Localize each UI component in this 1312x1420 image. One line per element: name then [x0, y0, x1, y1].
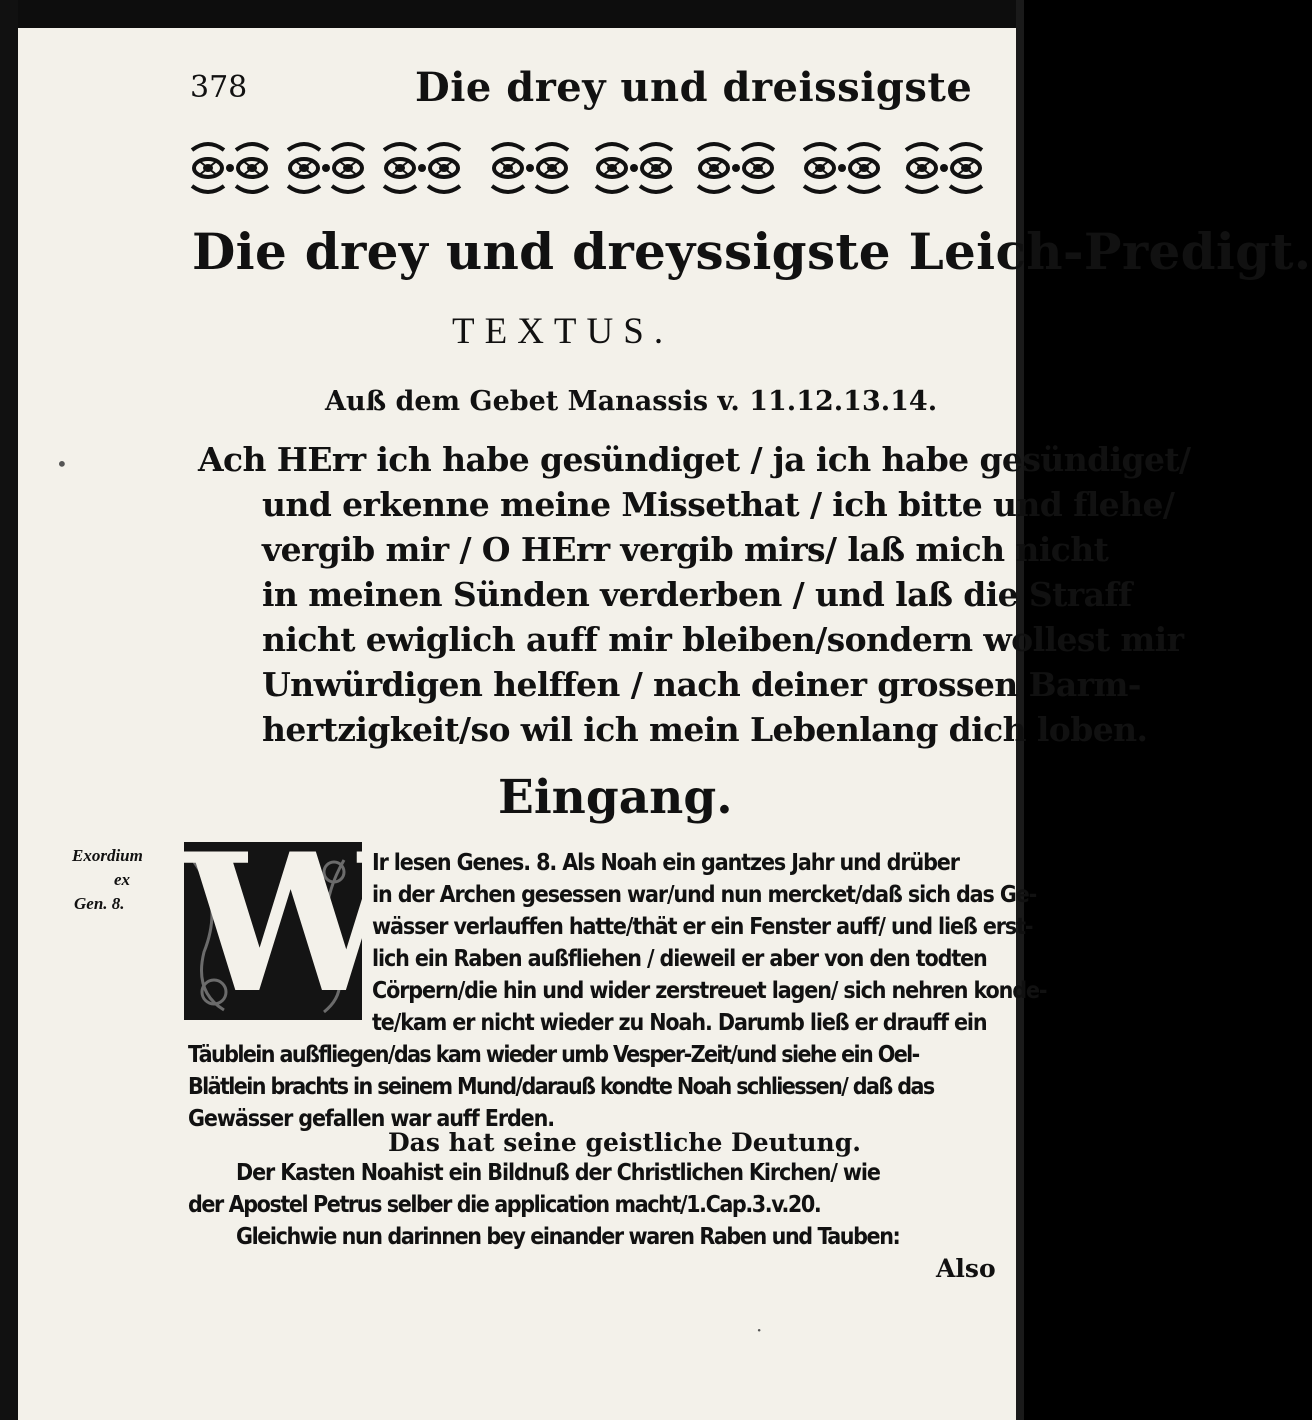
- scan-edge-top: [0, 0, 1024, 28]
- prayer-line: Unwürdigen helffen / nach deiner grossen Barm-: [262, 665, 1141, 704]
- running-head: Die drey und dreissigste: [415, 64, 973, 111]
- catchword: Also: [936, 1254, 996, 1283]
- eingang-heading: Eingang.: [498, 770, 733, 825]
- prayer-line: in meinen Sünden verderben / und laß die Straff: [262, 575, 1132, 614]
- page-number: 378: [190, 70, 248, 105]
- closing-line: der Apostel Petrus selber die application macht/1.Cap.3.v.20.: [188, 1192, 821, 1218]
- body-line: Cörpern/die hin und wider zerstreuet lagen/ sich nehren konde-: [372, 978, 1047, 1004]
- prayer-line: Ach HErr ich habe gesündiget / ja ich habe gesündiget/: [198, 440, 1191, 479]
- prayer-line: hertzigkeit/so wil ich mein Lebenlang dich loben.: [262, 710, 1148, 749]
- body-line: Täublein außfliegen/das kam wieder umb Vesper-Zeit/und siehe ein Oel-: [188, 1042, 919, 1068]
- bullet-mark: •: [56, 452, 68, 476]
- drop-cap-letter: W: [184, 812, 398, 1035]
- sermon-title: Die drey und dreyssigste Leich-Predigt.: [192, 222, 1312, 281]
- closing-line: Gleichwie nun darinnen bey einander waren Raben und Tauben:: [236, 1224, 900, 1250]
- ornament-band: [190, 138, 995, 198]
- textus-heading: TEXTUS.: [452, 311, 674, 352]
- margin-note-line: ex: [114, 870, 131, 889]
- body-line: Ir lesen Genes. 8. Als Noah ein gantzes Jahr und drüber: [372, 850, 959, 876]
- body-line: wässer verlauffen hatte/thät er ein Fenster auff/ und ließ erst-: [372, 914, 1033, 940]
- prayer-line: nicht ewiglich auff mir bleiben/sondern wollest mir: [262, 620, 1184, 659]
- prayer-line: und erkenne meine Missethat / ich bitte und flehe/: [262, 485, 1175, 524]
- margin-note-line: Gen. 8.: [74, 894, 125, 913]
- margin-note-line: Exordium: [72, 846, 143, 865]
- decorated-initial: [184, 812, 398, 1035]
- stray-mark: ·: [756, 1318, 763, 1342]
- body-line: lich ein Raben außfliehen / dieweil er aber von den todten: [372, 946, 987, 972]
- closing-line: Der Kasten Noahist ein Bildnuß der Christlichen Kirchen/ wie: [236, 1160, 880, 1186]
- textus-source: Auß dem Gebet Manassis v. 11.12.13.14.: [325, 386, 938, 417]
- scan-edge-left: [0, 0, 18, 1420]
- prayer-line: vergib mir / O HErr vergib mirs/ laß mich nicht: [262, 530, 1109, 569]
- body-line: Blätlein brachts in seinem Mund/darauß kondte Noah schliessen/ daß das: [188, 1074, 934, 1100]
- deutung-line: Das hat seine geistliche Deutung.: [388, 1128, 861, 1157]
- body-line: te/kam er nicht wieder zu Noah. Darumb ließ er drauff ein: [372, 1010, 987, 1036]
- body-line: Gewässer gefallen war auff Erden.: [188, 1106, 554, 1132]
- body-line: in der Archen gesessen war/und nun mercket/daß sich das Ge-: [372, 882, 1037, 908]
